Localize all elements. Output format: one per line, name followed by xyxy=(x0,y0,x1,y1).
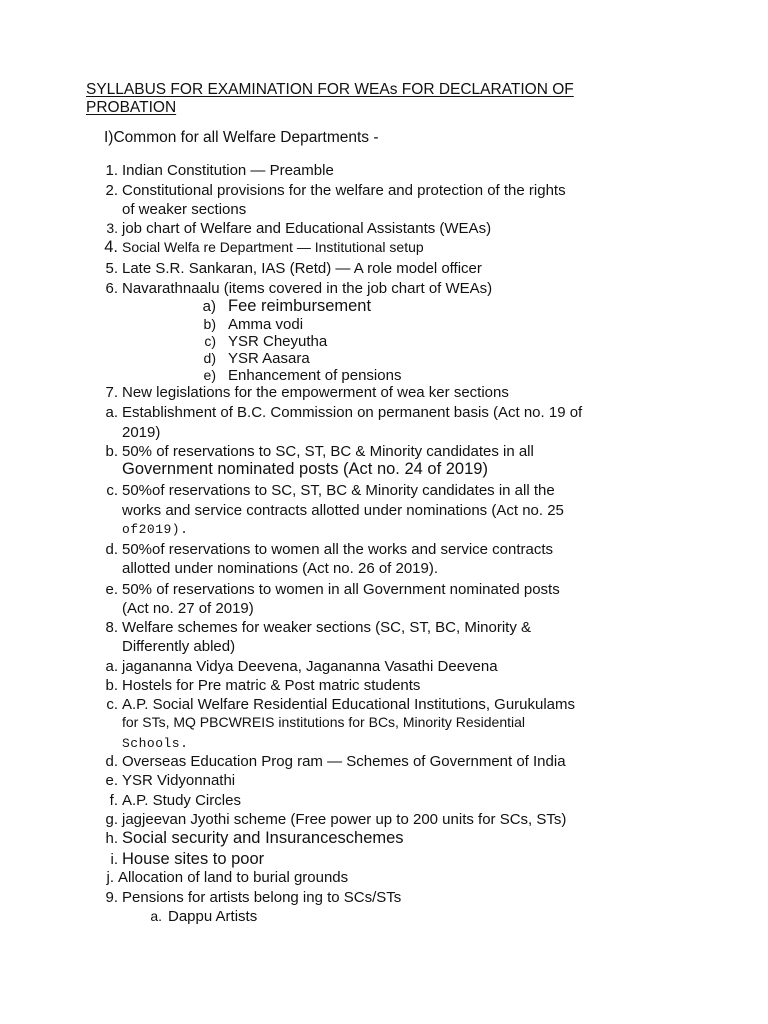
section-heading: I)Common for all Welfare Departments - xyxy=(104,129,379,146)
document-page: SYLLABUS FOR EXAMINATION FOR WEAs FOR DECLARATION OF PROBATION I)Common for all Welfare Departments - 1. Indian Constitution — Preamble 2. Constitutional provisions for the welfare and protection of the rights of weaker sections 3. job chart of Welfare and Educational Assistants (WEAs) 4. Social Welfa re Department — Institutional setup 5. Late S.R. Sankaran, IAS (Retd) — A role model officer 6. Navarathnaalu (items covered in the job chart of WEAs) a) Fee reimbursement b) Amma vodi c) YSR Cheyutha d) YSR Aasara e) Enhancement of pensions 7. New legislations for the empowerment of wea ker sections a. Establishment of B.C. Commission on permanent basis (Act no. 19 of 2019) b. 50% of reservations to SC, ST, BC & Minority candidates in all Government nominated posts (Act no. 24 of 2019) c. 50%of reservations to SC, ST, BC & Minority candidates in all the works and service contracts allotted under nominations (Act no. 25 of2019). d. 50%of reservations to women all the works and service contracts allotted under nominations (Act no. 26 of 2019). e. 50% of reservations to women in all Government nominated posts (Act no. 27 of 2019) 8. Welfare schemes for weaker sections (SC, ST, BC, Minority & Differently abled) a. jagananna Vidya Deevena, Jagananna Vasathi Deevena b. Hostels for Pre matric & Post matric students c. A.P. Social Welfare Residential Educational Institutions, Gurukulams for STs, MQ PBCWREIS institutions for BCs, Minority Residential Schools. d. Overseas Education Prog ram — Schemes of Government of India e. YSR Vidyonnathi f. A.P. Study Circles g. jagjeevan Jyothi scheme (Free power up to 200 units for SCs, STs) h. Social security and Insuranceschemes i. House sites to poor j. Allocation of land to burial grounds 9. Pensions for artists belong ing to SCs/STs a. Dappu Artists xyxy=(0,0,768,1024)
document-title: SYLLABUS FOR EXAMINATION FOR WEAs FOR DECLARATION OF PROBATION xyxy=(86,81,574,116)
